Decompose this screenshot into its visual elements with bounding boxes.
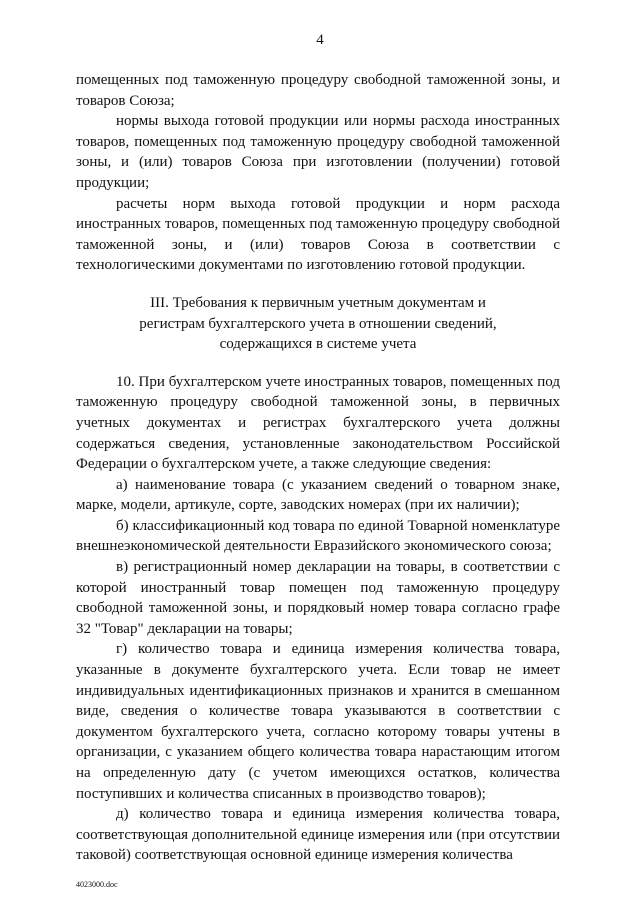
paragraph: г) количество товара и единица измерения количества товара, указанные в документе бухгалтерского учета. Если товар не имеет индивидуальных идентификационных признаков и хранится в смешанном виде, сведения о количестве товара указываются в соответствии с документом бухгалтерского учета, согласно которому товары учтены в организации, с указанием общего количества товара нарастающим итогом на определенную дату (с учетом имеющихся остатков, количества поступивших и количества списанных в производство товаров); bbox=[76, 641, 560, 802]
document-body bbox=[76, 70, 560, 866]
section-heading bbox=[76, 293, 560, 355]
paragraph: помещенных под таможенную процедуру свободной таможенной зоны, и товаров Союза; bbox=[76, 72, 560, 109]
page-number: 4 bbox=[316, 32, 324, 48]
paragraph: а) наименование товара (с указанием сведений о товарном знаке, марке, модели, артикуле, сорте, заводских номерах (при их наличии); bbox=[76, 476, 560, 514]
paragraph: в) регистрационный номер декларации на товары, в соответствии с которой иностранный товар помещен под таможенную процедуру свободной таможенной зоны, и порядковый номер товара согласно графе 32 "Товар" декларации на товары; bbox=[76, 559, 560, 637]
section-heading-line: III. Требования к первичным учетным документам и bbox=[150, 294, 486, 311]
section-heading-line: регистрам бухгалтерского учета в отношении сведений, bbox=[139, 315, 497, 332]
paragraph: нормы выхода готовой продукции или нормы расхода иностранных товаров, помещенных под таможенную процедуру свободной таможенной зоны, и (или) товаров Союза при изготовлении (получении) готовой продукции; bbox=[76, 113, 560, 191]
paragraph: расчеты норм выхода готовой продукции и норм расхода иностранных товаров, помещенных под таможенную процедуру свободной таможенной зоны, и (или) товаров Союза в соответствии с технологическими документами по изготовлению готовой продукции. bbox=[76, 195, 560, 274]
paragraph: 10. При бухгалтерском учете иностранных товаров, помещенных под таможенную процедуру свободной таможенной зоны, в первичных учетных документах и регистрах бухгалтерского учета должны содержаться сведения, установленные законодательством Российской Федерации о бухгалтерском учете, а также следующие сведения: bbox=[76, 373, 560, 473]
paragraph: д) количество товара и единица измерения количества товара, соответствующая дополнительной единице измерения или (при отсутствии таковой) соответствующая основной единице измерения количества bbox=[76, 806, 560, 864]
footer-filename: 4023000.doc bbox=[76, 880, 118, 889]
section-heading-line: содержащихся в системе учета bbox=[219, 336, 417, 353]
paragraph: б) классификационный код товара по единой Товарной номенклатуре внешнеэкономической деятельности Евразийского экономического союза; bbox=[76, 517, 560, 555]
